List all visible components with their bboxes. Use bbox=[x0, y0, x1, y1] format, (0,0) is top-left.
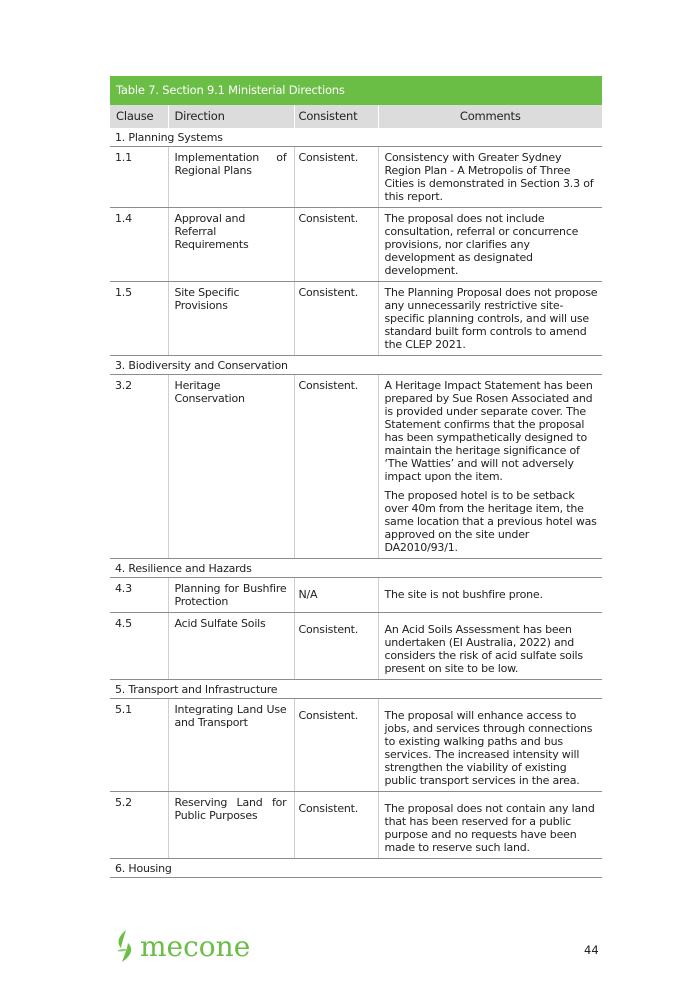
section-row bbox=[110, 559, 602, 578]
page-number: 44 bbox=[584, 943, 599, 957]
table-row bbox=[110, 578, 602, 613]
consistent-status: Consistent. bbox=[294, 792, 378, 859]
consistent-status: Consistent. bbox=[294, 699, 378, 792]
comments-text: The proposal does not include consultation, referral or concurrence provisions, nor clarifies any development as designated development. bbox=[378, 208, 602, 282]
direction-text: Acid Sulfate Soils bbox=[168, 613, 294, 680]
consistent-status: Consistent. bbox=[294, 147, 378, 208]
clause-number: 4.3 bbox=[110, 578, 168, 613]
section-row bbox=[110, 859, 602, 878]
table-row bbox=[110, 282, 602, 356]
consistent-status: Consistent. bbox=[294, 613, 378, 680]
consistent-status: Consistent. bbox=[294, 375, 378, 559]
direction-text: Reserving Land for Public Purposes bbox=[168, 792, 294, 859]
mecone-logo bbox=[112, 928, 250, 964]
section-row bbox=[110, 680, 602, 699]
section-row bbox=[110, 356, 602, 375]
header-consistent: Consistent bbox=[294, 105, 378, 128]
comments-text: An Acid Soils Assessment has been undertaken (EI Australia, 2022) and considers the risk of acid sulfate soils present on site to be low. bbox=[378, 613, 602, 680]
clause-number: 5.1 bbox=[110, 699, 168, 792]
comments-text: The site is not bushfire prone. bbox=[378, 578, 602, 613]
direction-text: Implementation of Regional Plans bbox=[168, 147, 294, 208]
table-row bbox=[110, 699, 602, 792]
table-header-row bbox=[110, 105, 602, 128]
direction-text: Heritage Conservation bbox=[168, 375, 294, 559]
direction-text: Site Specific Provisions bbox=[168, 282, 294, 356]
table-row bbox=[110, 375, 602, 559]
section-title: 5. Transport and Infrastructure bbox=[110, 680, 602, 699]
ministerial-directions-table bbox=[110, 76, 602, 878]
clause-number: 1.5 bbox=[110, 282, 168, 356]
comments-text: A Heritage Impact Statement has been prepared by Sue Rosen Associated and is provided under separate cover. The Statement confirms that the proposal has been sympathetically designed to maintain the heritage significance of ‘The Watties’ and will not adversely impact upon the item. bbox=[384, 379, 593, 483]
table-title: Table 7. Section 9.1 Ministerial Directions bbox=[110, 76, 602, 105]
clause-number: 3.2 bbox=[110, 375, 168, 559]
logo-wordmark: mecone bbox=[140, 929, 251, 963]
header-clause: Clause bbox=[110, 105, 168, 128]
comments-text: Consistency with Greater Sydney Region Plan - A Metropolis of Three Cities is demonstrated in Section 3.3 of this report. bbox=[378, 147, 602, 208]
consistent-status: Consistent. bbox=[294, 282, 378, 356]
section-title: 6. Housing bbox=[110, 859, 602, 878]
comments-text: The Planning Proposal does not propose any unnecessarily restrictive site-specific planning controls, and will use standard built form controls to amend the CLEP 2021. bbox=[378, 282, 602, 356]
comments-text: The proposal does not contain any land that has been reserved for a public purpose and no requests have been made to reserve such land. bbox=[378, 792, 602, 859]
clause-number: 1.1 bbox=[110, 147, 168, 208]
direction-text: Approval and Referral Requirements bbox=[168, 208, 294, 282]
clause-number: 4.5 bbox=[110, 613, 168, 680]
leaf-icon bbox=[112, 929, 138, 963]
section-title: 3. Biodiversity and Conservation bbox=[110, 356, 602, 375]
table-row bbox=[110, 792, 602, 859]
header-direction: Direction bbox=[168, 105, 294, 128]
consistent-status: N/A bbox=[294, 578, 378, 613]
header-comments: Comments bbox=[378, 105, 602, 128]
comments-text: The proposal will enhance access to jobs, and services through connections to existing walking paths and bus services. The increased intensity will strengthen the viability of existing public transport services in the area. bbox=[378, 699, 602, 792]
clause-number: 1.4 bbox=[110, 208, 168, 282]
table-title-row bbox=[110, 76, 602, 105]
clause-number: 5.2 bbox=[110, 792, 168, 859]
table-row bbox=[110, 208, 602, 282]
table-row bbox=[110, 147, 602, 208]
comments-text-second: The proposed hotel is to be setback over 40m from the heritage item, the same location that a previous hotel was approved on the site under DA2010/93/1. bbox=[384, 489, 597, 554]
direction-text: Planning for Bushfire Protection bbox=[168, 578, 294, 613]
table-row bbox=[110, 613, 602, 680]
section-title: 4. Resilience and Hazards bbox=[110, 559, 602, 578]
consistent-status: Consistent. bbox=[294, 208, 378, 282]
section-row bbox=[110, 128, 602, 147]
comments-cell bbox=[378, 375, 602, 559]
section-title: 1. Planning Systems bbox=[110, 128, 602, 147]
direction-text: Integrating Land Use and Transport bbox=[168, 699, 294, 792]
